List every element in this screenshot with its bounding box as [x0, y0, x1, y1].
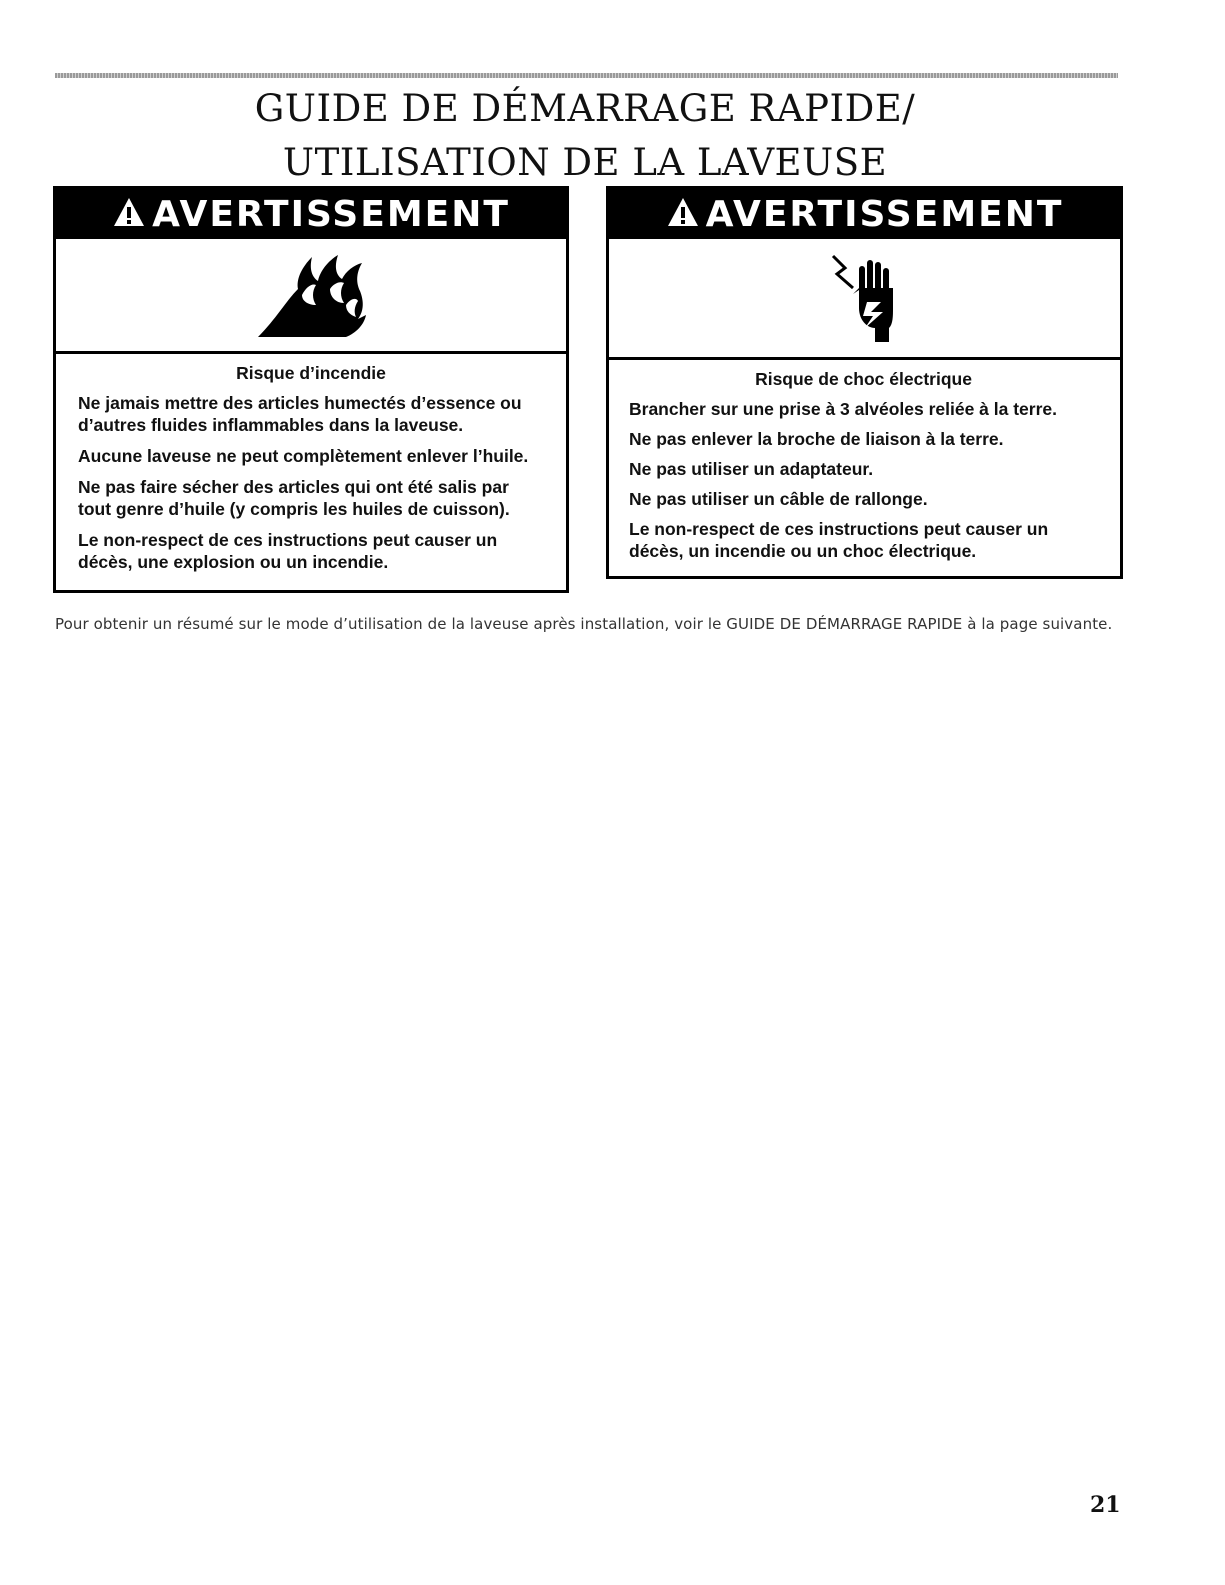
warning-paragraph: Aucune laveuse ne peut complètement enlever l’huile.: [78, 446, 529, 466]
warning-paragraph: Le non-respect de ces instructions peut causer un décès, une explosion ou un incendie.: [78, 530, 498, 572]
title-line-1: GUIDE DE DÉMARRAGE RAPIDE/: [254, 87, 916, 130]
warning-paragraph: Ne pas utiliser un câble de rallonge.: [629, 489, 928, 509]
warning-triangle-icon: [112, 196, 146, 228]
fire-icon: [246, 249, 376, 341]
top-divider: [55, 73, 1118, 78]
warning-paragraph: Le non-respect de ces instructions peut causer un décès, un incendie ou un choc électrique.: [629, 519, 1049, 561]
warning-paragraph: Ne pas faire sécher des articles qui ont été salis par tout genre d’huile (y compris les huiles de cuisson).: [78, 477, 510, 519]
fire-warning-box: [53, 186, 569, 593]
page-number: 21: [1090, 1492, 1121, 1518]
risk-title: Risque de choc électrique: [755, 369, 972, 389]
warning-triangle-icon: [666, 196, 700, 228]
title-line-2: UTILISATION DE LA LAVEUSE: [282, 141, 888, 184]
electric-shock-hand-icon: [815, 248, 915, 348]
warning-paragraph: Brancher sur une prise à 3 alvéoles reliée à la terre.: [629, 399, 1058, 419]
warning-header: [609, 189, 1120, 239]
warning-header-label: AVERTISSEMENT: [705, 193, 1064, 235]
icon-panel: [609, 239, 1120, 360]
warning-header: [56, 189, 566, 239]
page-title: [0, 82, 1170, 190]
warning-body: [609, 360, 1120, 562]
electric-warning-box: [606, 186, 1123, 579]
warning-paragraph: Ne pas utiliser un adaptateur.: [629, 459, 874, 479]
icon-panel: [56, 239, 566, 354]
warning-paragraph: Ne pas enlever la broche de liaison à la terre.: [629, 429, 1004, 449]
intro-text: Pour obtenir un résumé sur le mode d’utilisation de la laveuse après installation, voir le GUIDE DE DÉMARRAGE RAPIDE à la page suivante.: [55, 615, 1113, 633]
warning-header-label: AVERTISSEMENT: [152, 193, 510, 235]
risk-title: Risque d’incendie: [236, 363, 386, 383]
warning-paragraph: Ne jamais mettre des articles humectés d’essence ou d’autres fluides inflammables dans la laveuse.: [78, 393, 522, 435]
warning-body: [56, 354, 566, 573]
